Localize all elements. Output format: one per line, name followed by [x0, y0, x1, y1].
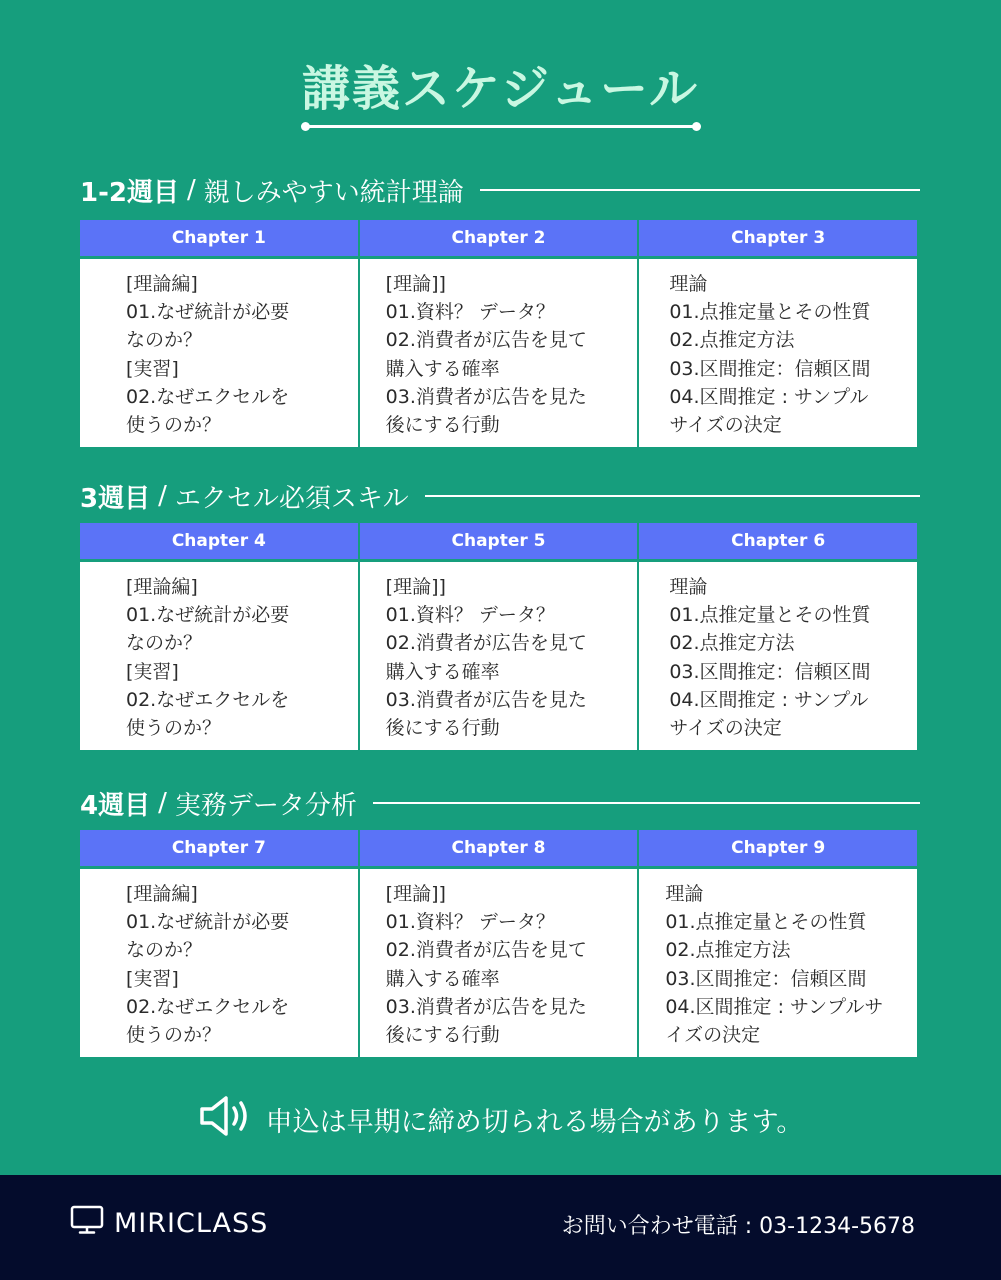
- chapter-line: 03.消費者が広告を見た: [385, 995, 587, 1018]
- chapter-line: [実習]: [126, 357, 179, 380]
- chapter-header: Chapter 1: [80, 220, 358, 256]
- chapter-line: 02.なぜエクセルを: [126, 688, 290, 711]
- chapter-line: 後にする行動: [385, 717, 500, 740]
- chapter-line: [理論]]: [385, 273, 446, 295]
- chapter-body: [80, 562, 358, 750]
- chapter-line: サイズの決定: [669, 414, 782, 437]
- chapter-line: 04.区間推定 : サンプル: [669, 385, 869, 408]
- chapter-header: Chapter 6: [639, 523, 917, 559]
- chapter-line: 01.資料？ データ？: [385, 911, 555, 934]
- chapter-line: 01.点推定量とその性質: [669, 301, 871, 324]
- chapter-line: [理論]]: [385, 576, 446, 598]
- section-heading-1: [80, 170, 920, 210]
- chapter-line: 01.点推定量とその性質: [665, 911, 867, 934]
- chapter-line: [理論編]: [126, 576, 198, 598]
- contact-phone[interactable]: お問い合わせ電話 : 03-1234-5678: [561, 1214, 915, 1239]
- chapter-line: 01.なぜ統計が必要: [126, 911, 290, 934]
- section-rule: [480, 189, 920, 191]
- chapter-card: [80, 830, 358, 1057]
- chapter-body: [80, 259, 358, 447]
- section-heading-2: [80, 476, 920, 516]
- chapter-line: 02.消費者が広告を見て: [385, 939, 587, 962]
- chapter-line: 購入する確率: [385, 967, 500, 990]
- chapter-body: [639, 869, 917, 1057]
- chapter-body: [360, 869, 638, 1057]
- chapter-line: [理論]]: [385, 883, 446, 905]
- chapter-line: 理論: [669, 273, 708, 295]
- page-title: 講義スケジュール: [301, 61, 700, 117]
- chapter-line: サイズの決定: [669, 717, 782, 740]
- chapter-line: 購入する確率: [385, 660, 500, 683]
- chapter-line: 後にする行動: [385, 1024, 500, 1047]
- chapter-line: 03.区間推定：信頼区間: [665, 967, 867, 990]
- chapter-line: 02.なぜエクセルを: [126, 995, 290, 1018]
- page-title-wrap: [0, 56, 1001, 122]
- chapter-card: [639, 830, 917, 1057]
- monitor-icon: [70, 1205, 114, 1242]
- notice-text: 申込は早期に締め切られる場合があります。: [265, 1106, 804, 1138]
- footer: [0, 1175, 1001, 1280]
- chapter-header: Chapter 7: [80, 830, 358, 866]
- chapter-card: [360, 523, 638, 750]
- chapter-line: なのか？: [126, 939, 203, 962]
- chapter-body: [639, 259, 917, 447]
- section-separator: /: [158, 788, 167, 818]
- section-topic: 実務データ分析: [174, 790, 357, 821]
- chapter-line: [理論編]: [126, 883, 198, 905]
- chapter-line: イズの決定: [665, 1024, 761, 1047]
- chapter-body: [360, 259, 638, 447]
- chapter-line: 02.点推定方法: [669, 632, 795, 655]
- chapter-line: 04.区間推定 : サンプル: [669, 688, 869, 711]
- chapter-line: 理論: [665, 883, 704, 905]
- chapter-header: Chapter 4: [80, 523, 358, 559]
- section-heading-3: [80, 783, 920, 823]
- chapter-line: 03.消費者が広告を見た: [385, 688, 587, 711]
- chapter-card: [80, 220, 358, 447]
- chapter-line: 02.点推定方法: [669, 329, 795, 352]
- chapter-card: [639, 523, 917, 750]
- chapter-line: 02.消費者が広告を見て: [385, 329, 587, 352]
- section-week: 3週目: [80, 483, 151, 514]
- section-topic: 親しみやすい統計理論: [203, 177, 464, 208]
- section-week: 4週目: [80, 790, 151, 821]
- chapter-header: Chapter 5: [360, 523, 638, 559]
- chapter-line: 理論: [669, 576, 708, 598]
- chapter-card: [360, 830, 638, 1057]
- chapter-line: 購入する確率: [385, 357, 500, 380]
- chapter-line: 03.区間推定：信頼区間: [669, 357, 871, 380]
- chapter-body: [360, 562, 638, 750]
- notice: [0, 1094, 1001, 1144]
- chapter-header: Chapter 9: [639, 830, 917, 866]
- section-week: 1-2週目: [80, 177, 179, 208]
- chapter-line: 02.点推定方法: [665, 939, 791, 962]
- chapter-line: 後にする行動: [385, 414, 500, 437]
- section-separator: /: [186, 175, 196, 205]
- chapter-line: 使うのか？: [126, 1024, 222, 1047]
- chapter-line: 03.消費者が広告を見た: [385, 385, 587, 408]
- schedule-grid-1: [80, 220, 917, 447]
- chapter-line: 01.資料？ データ？: [385, 604, 555, 627]
- chapter-line: 04.区間推定 : サンプルサ: [665, 995, 884, 1018]
- chapter-line: 01.点推定量とその性質: [669, 604, 871, 627]
- section-separator: /: [158, 481, 167, 511]
- section-topic: エクセル必須スキル: [174, 483, 409, 514]
- chapter-card: [639, 220, 917, 447]
- schedule-grid-2: [80, 523, 917, 750]
- chapter-line: 03.区間推定：信頼区間: [669, 660, 871, 683]
- chapter-line: 使うのか？: [126, 414, 222, 437]
- chapter-header: Chapter 3: [639, 220, 917, 256]
- brand[interactable]: [70, 1205, 268, 1242]
- chapter-line: 02.消費者が広告を見て: [385, 632, 587, 655]
- chapter-line: [実習]: [126, 660, 179, 683]
- chapter-line: 02.なぜエクセルを: [126, 385, 290, 408]
- section-rule: [425, 495, 920, 497]
- speaker-icon: [198, 1094, 266, 1145]
- chapter-line: 01.なぜ統計が必要: [126, 604, 290, 627]
- title-underline: [305, 125, 697, 128]
- chapter-line: 01.なぜ統計が必要: [126, 301, 290, 324]
- chapter-body: [639, 562, 917, 750]
- section-rule: [373, 802, 920, 804]
- brand-name: MIRICLASS: [114, 1208, 269, 1239]
- chapter-card: [80, 523, 358, 750]
- chapter-line: 01.資料？ データ？: [385, 301, 555, 324]
- chapter-body: [80, 869, 358, 1057]
- chapter-line: 使うのか？: [126, 717, 222, 740]
- chapter-header: Chapter 8: [360, 830, 638, 866]
- schedule-grid-3: [80, 830, 917, 1057]
- chapter-line: [理論編]: [126, 273, 198, 295]
- chapter-line: なのか？: [126, 632, 203, 655]
- chapter-line: [実習]: [126, 967, 179, 990]
- chapter-header: Chapter 2: [360, 220, 638, 256]
- chapter-line: なのか？: [126, 329, 203, 352]
- chapter-card: [360, 220, 638, 447]
